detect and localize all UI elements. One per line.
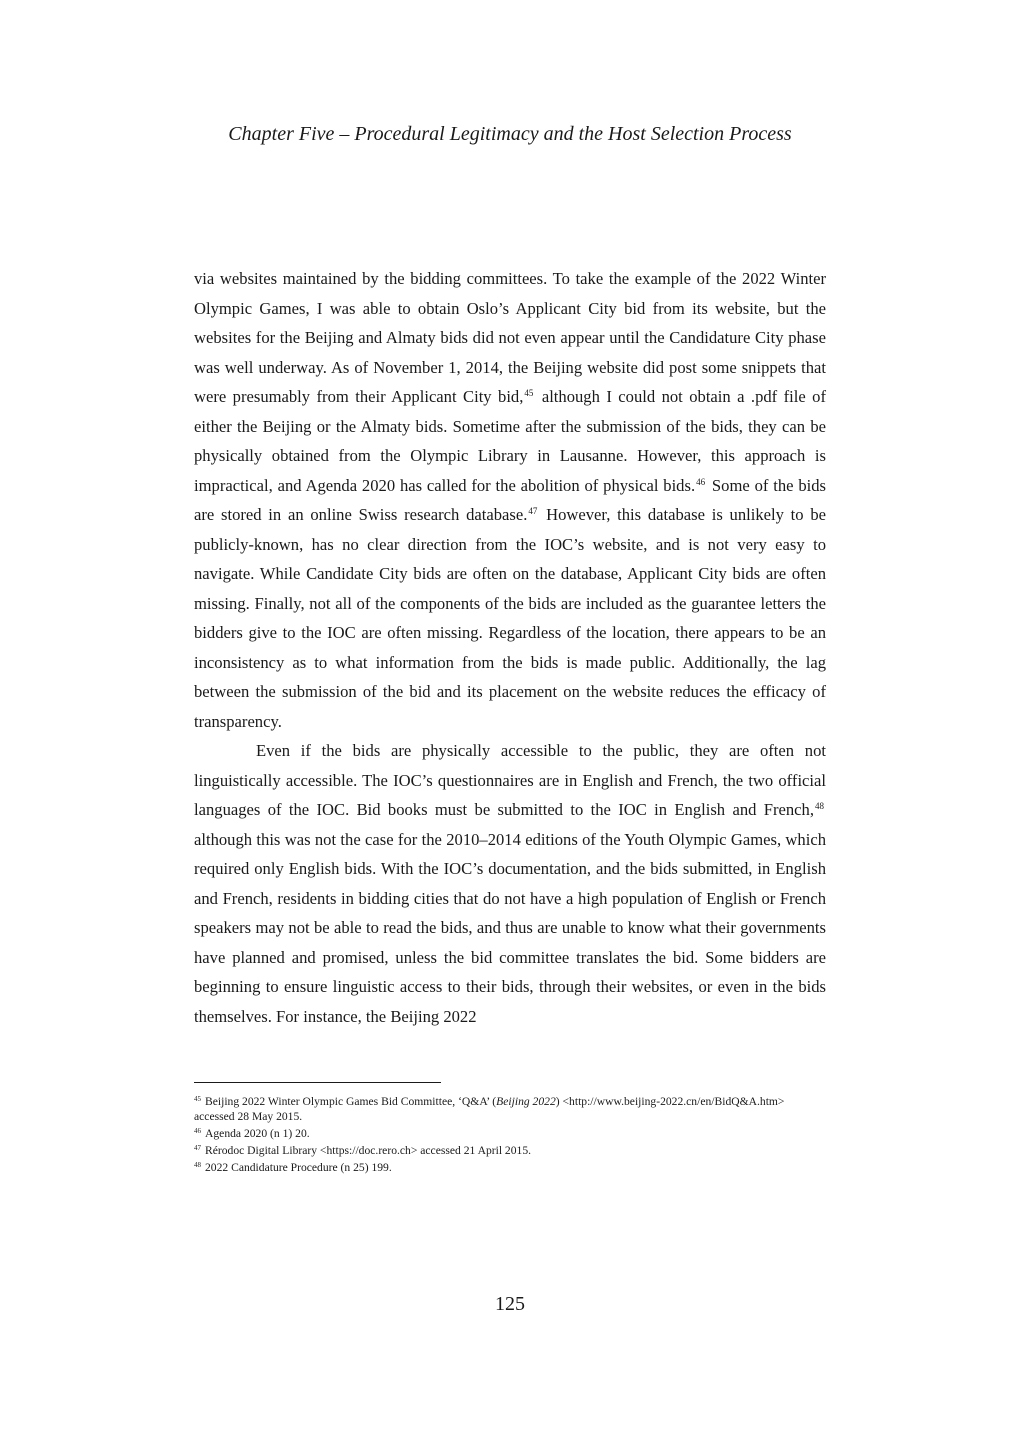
footnote-text: Agenda 2020 (n 1) 20.: [205, 1127, 310, 1140]
paragraph-1: [194, 264, 826, 736]
body-text: [194, 264, 826, 1031]
footnote-text: Rérodoc Digital Library <https://doc.rero.ch> accessed 21 April 2015.: [205, 1144, 532, 1157]
footnote-text: ) <http://www.beijing-2022.cn/en/BidQ&A.htm> accessed 28 May 2015.: [194, 1095, 785, 1123]
footnote-ref-45[interactable]: 45: [524, 388, 534, 398]
footnote-italic-title: Beijing 2022: [496, 1095, 556, 1108]
footnote-48: [194, 1158, 826, 1175]
footnote-text: 2022 Candidature Procedure (n 25) 199.: [205, 1161, 392, 1174]
footnotes: [194, 1092, 826, 1175]
paragraph-text: via websites maintained by the bidding committees. To take the example of the 2022 Winter Olympic Games, I was able to obtain Oslo’s Applicant City bid from its website, but the websites for the Beijing and Almaty bids did not even appear until the Candidature City phase was well underway. As of November 1, 2014, the Beijing website did post some snippets that were presumably from their Applicant City bid,: [194, 269, 826, 406]
footnote-ref-47[interactable]: 47: [528, 506, 538, 516]
footnote-number: 45: [194, 1095, 201, 1103]
footnote-47: [194, 1141, 826, 1158]
footnote-number: 46: [194, 1127, 201, 1135]
page-number: 125: [495, 1293, 525, 1315]
footnote-separator: [194, 1082, 441, 1083]
footnote-number: 48: [194, 1161, 201, 1169]
paragraph-text: Even if the bids are physically accessible to the public, they are often not linguistically accessible. The IOC’s questionnaires are in English and French, the two official languages of the IOC. Bid books must be submitted to the IOC in English and French,: [194, 741, 826, 819]
paragraph-text: although I could not obtain a .pdf file of either the Beijing or the Almaty bids. Sometime after the submission of the bids, they can be physically obtained from the Olympic Library in Lausanne. However, this approach is impractical, and Agenda 2020 has called for the abolition of physical bids.: [194, 387, 827, 495]
paragraph-text: However, this database is unlikely to be publicly-known, has no clear direction from the IOC’s website, and is not very easy to navigate. While Candidate City bids are often on the database, Applicant City bids are often missing. Finally, not all of the components of the bids are included as the guarantee letters the bidders give to the IOC are often missing. Regardless of the location, there appears to be an inconsistency as to what information from the bids is made public. Additionally, the lag between the submission of the bid and its placement on the website reduces the efficacy of transparency.: [194, 505, 826, 731]
footnote-number: 47: [194, 1144, 201, 1152]
footnote-ref-48[interactable]: 48: [815, 801, 824, 811]
paragraph-text: Some of the bids are stored in an online Swiss research database.: [194, 475, 826, 524]
footnote-ref-46[interactable]: 46: [696, 476, 706, 487]
footnote-46: [194, 1124, 826, 1141]
footnote-text: Beijing 2022 Winter Olympic Games Bid Committee, ‘Q&A’ (: [205, 1095, 497, 1108]
footnote-45: [194, 1092, 826, 1124]
running-header: Chapter Five – Procedural Legitimacy and the Host Selection Process: [228, 123, 792, 145]
paragraph-text: although this was not the case for the 2010–2014 editions of the Youth Olympic Games, which required only English bids. With the IOC’s documentation, and the bids submitted, in English and French, residents in bidding cities that do not have a high population of English or French speakers may not be able to read the bids, and thus are unable to know what their governments have planned and promised, unless the bid committee translates the bid. Some bidders are beginning to ensure linguistic access to their bids, through their websites, or even in the bids themselves. For instance, the Beijing 2022: [194, 829, 826, 1026]
paragraph-2: [194, 736, 826, 1031]
